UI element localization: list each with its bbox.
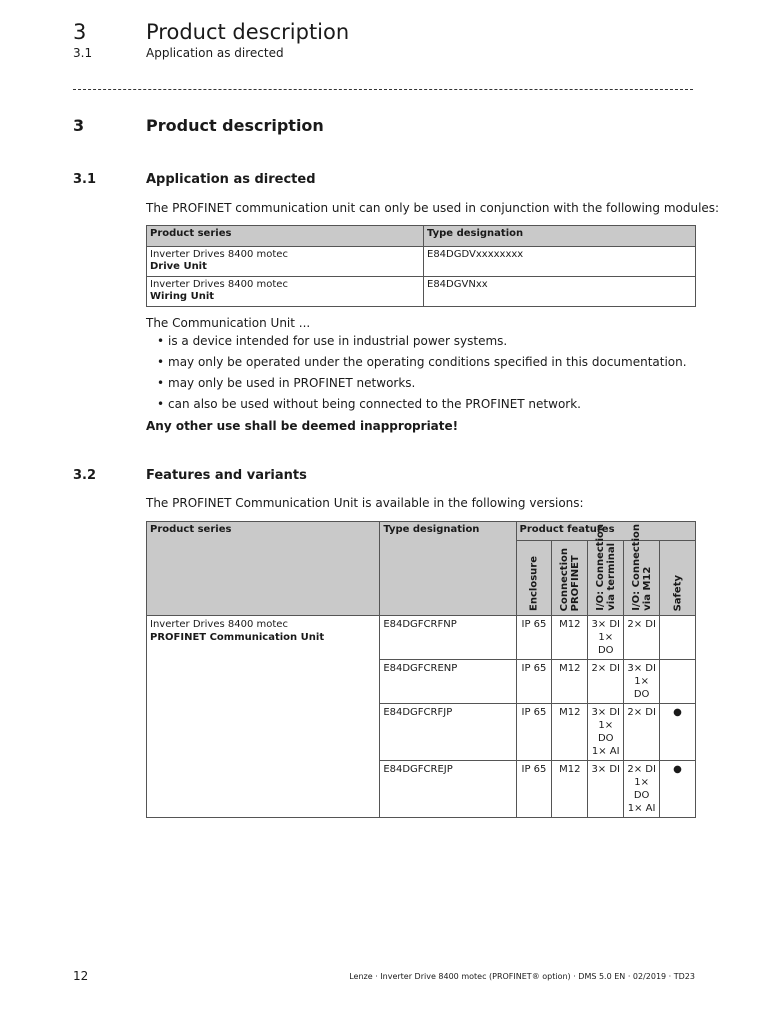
io-line: 3× DI bbox=[627, 663, 656, 674]
bullet-icon: • bbox=[157, 334, 165, 348]
chapter-title: Product description bbox=[146, 116, 324, 135]
page-number: 12 bbox=[73, 969, 89, 983]
table-row bbox=[147, 277, 696, 307]
enclosure-cell: IP 65 bbox=[516, 616, 552, 660]
io-line: 3× DI bbox=[591, 707, 621, 718]
safety-cell: ● bbox=[660, 704, 696, 761]
header-line: PROFINET bbox=[569, 554, 581, 611]
io-line: 2× DI bbox=[627, 707, 656, 718]
enclosure-cell: IP 65 bbox=[516, 660, 552, 704]
type-designation-cell: E84DGFCREJP bbox=[380, 761, 516, 818]
header-line: Connection bbox=[558, 547, 570, 611]
connection-cell: M12 bbox=[552, 704, 588, 761]
communication-unit-intro: The Communication Unit ... bbox=[146, 316, 311, 330]
list-item-text: can also be used without being connected to the PROFINET network. bbox=[168, 397, 581, 411]
col-header-product-features: Product features bbox=[516, 522, 696, 541]
bullet-icon: • bbox=[157, 397, 165, 411]
io-terminal-cell bbox=[588, 616, 624, 660]
section-3-1-number: 3.1 bbox=[73, 172, 97, 187]
io-m12-cell bbox=[624, 704, 660, 761]
header-chapter-title: Product description bbox=[146, 20, 350, 44]
io-line: 3× DI bbox=[591, 619, 621, 630]
section-3-2-title: Features and variants bbox=[146, 468, 307, 483]
series-name: Inverter Drives 8400 motec bbox=[150, 279, 288, 290]
safety-cell: ● bbox=[660, 761, 696, 818]
product-series-cell bbox=[147, 247, 424, 277]
table-row bbox=[147, 247, 696, 277]
io-m12-cell bbox=[624, 761, 660, 818]
io-line: 1× AI bbox=[627, 803, 656, 814]
header-line: via M12 bbox=[641, 566, 653, 611]
footer-doc-info: Lenze · Inverter Drive 8400 motec (PROFINET® option) · DMS 5.0 EN · 02/2019 · TD23 bbox=[349, 972, 695, 981]
type-designation-cell: E84DGDVxxxxxxxx bbox=[424, 247, 696, 277]
io-terminal-cell bbox=[588, 761, 624, 818]
col-header-type-designation: Type designation bbox=[424, 226, 696, 247]
type-designation-cell: E84DGFCRENP bbox=[380, 660, 516, 704]
series-module: Drive Unit bbox=[150, 261, 207, 272]
io-line: 2× DI bbox=[627, 619, 656, 630]
col-header-io-terminal bbox=[588, 524, 624, 616]
section-3-1-title: Application as directed bbox=[146, 172, 316, 187]
list-item-text: may only be operated under the operating conditions specified in this documentation. bbox=[168, 355, 687, 369]
io-line: 1× DO bbox=[597, 720, 614, 744]
section-3-2-intro: The PROFINET Communication Unit is available in the following versions: bbox=[146, 496, 584, 510]
product-series-cell bbox=[147, 616, 380, 818]
io-line: 2× DI bbox=[627, 764, 656, 775]
type-designation-cell: E84DGFCRFNP bbox=[380, 616, 516, 660]
list-item bbox=[146, 397, 706, 418]
io-line: 1× DO bbox=[633, 777, 650, 801]
io-line: 1× AI bbox=[591, 746, 620, 757]
header-chapter-number: 3 bbox=[73, 20, 87, 44]
series-name: Inverter Drives 8400 motec bbox=[150, 619, 288, 630]
connection-cell: M12 bbox=[552, 761, 588, 818]
header-line: I/O: Connection bbox=[630, 524, 642, 611]
inappropriate-use-warning: Any other use shall be deemed inappropriate! bbox=[146, 419, 459, 433]
usage-list bbox=[146, 334, 706, 418]
io-line: 1× DO bbox=[633, 676, 650, 700]
header-line: I/O: Connection bbox=[594, 524, 606, 611]
section-3-2-number: 3.2 bbox=[73, 468, 97, 483]
header-line: Safety bbox=[672, 574, 684, 611]
list-item bbox=[146, 334, 706, 355]
io-line: 1× DO bbox=[597, 632, 614, 656]
col-header-enclosure bbox=[516, 541, 552, 616]
enclosure-cell: IP 65 bbox=[516, 704, 552, 761]
header-line: Enclosure bbox=[528, 556, 540, 611]
col-header-product-series: Product series bbox=[147, 522, 380, 616]
bullet-icon: • bbox=[157, 355, 165, 369]
table-row bbox=[147, 616, 696, 660]
safety-cell bbox=[660, 660, 696, 704]
connection-cell: M12 bbox=[552, 616, 588, 660]
io-m12-cell bbox=[624, 660, 660, 704]
type-designation-cell: E84DGFCRFJP bbox=[380, 704, 516, 761]
chapter-number: 3 bbox=[73, 116, 85, 135]
series-module: Wiring Unit bbox=[150, 291, 215, 302]
header-line: via terminal bbox=[605, 543, 617, 611]
header-divider bbox=[73, 89, 693, 90]
col-header-type-designation: Type designation bbox=[380, 522, 516, 616]
product-series-cell bbox=[147, 277, 424, 307]
list-item-text: may only be used in PROFINET networks. bbox=[168, 376, 416, 390]
series-name: Inverter Drives 8400 motec bbox=[150, 249, 288, 260]
versions-table bbox=[146, 521, 696, 818]
list-item bbox=[146, 376, 706, 397]
series-module: PROFINET Communication Unit bbox=[150, 632, 325, 643]
bullet-icon: • bbox=[157, 376, 165, 390]
list-item bbox=[146, 355, 706, 376]
col-header-connection-profinet bbox=[552, 541, 588, 616]
type-designation-cell: E84DGVNxx bbox=[424, 277, 696, 307]
modules-table bbox=[146, 225, 696, 307]
connection-cell: M12 bbox=[552, 660, 588, 704]
io-m12-cell bbox=[624, 616, 660, 660]
safety-cell bbox=[660, 616, 696, 660]
list-item-text: is a device intended for use in industrial power systems. bbox=[168, 334, 508, 348]
section-3-1-intro: The PROFINET communication unit can only be used in conjunction with the following modules: bbox=[146, 201, 720, 215]
io-terminal-cell bbox=[588, 660, 624, 704]
io-line: 3× DI bbox=[591, 764, 621, 775]
col-header-safety bbox=[660, 541, 696, 616]
col-header-io-m12 bbox=[624, 524, 660, 616]
io-terminal-cell bbox=[588, 704, 624, 761]
col-header-product-series: Product series bbox=[147, 226, 424, 247]
enclosure-cell: IP 65 bbox=[516, 761, 552, 818]
io-line: 2× DI bbox=[591, 663, 621, 674]
header-section-title: Application as directed bbox=[146, 46, 284, 60]
header-section-number: 3.1 bbox=[73, 46, 93, 60]
